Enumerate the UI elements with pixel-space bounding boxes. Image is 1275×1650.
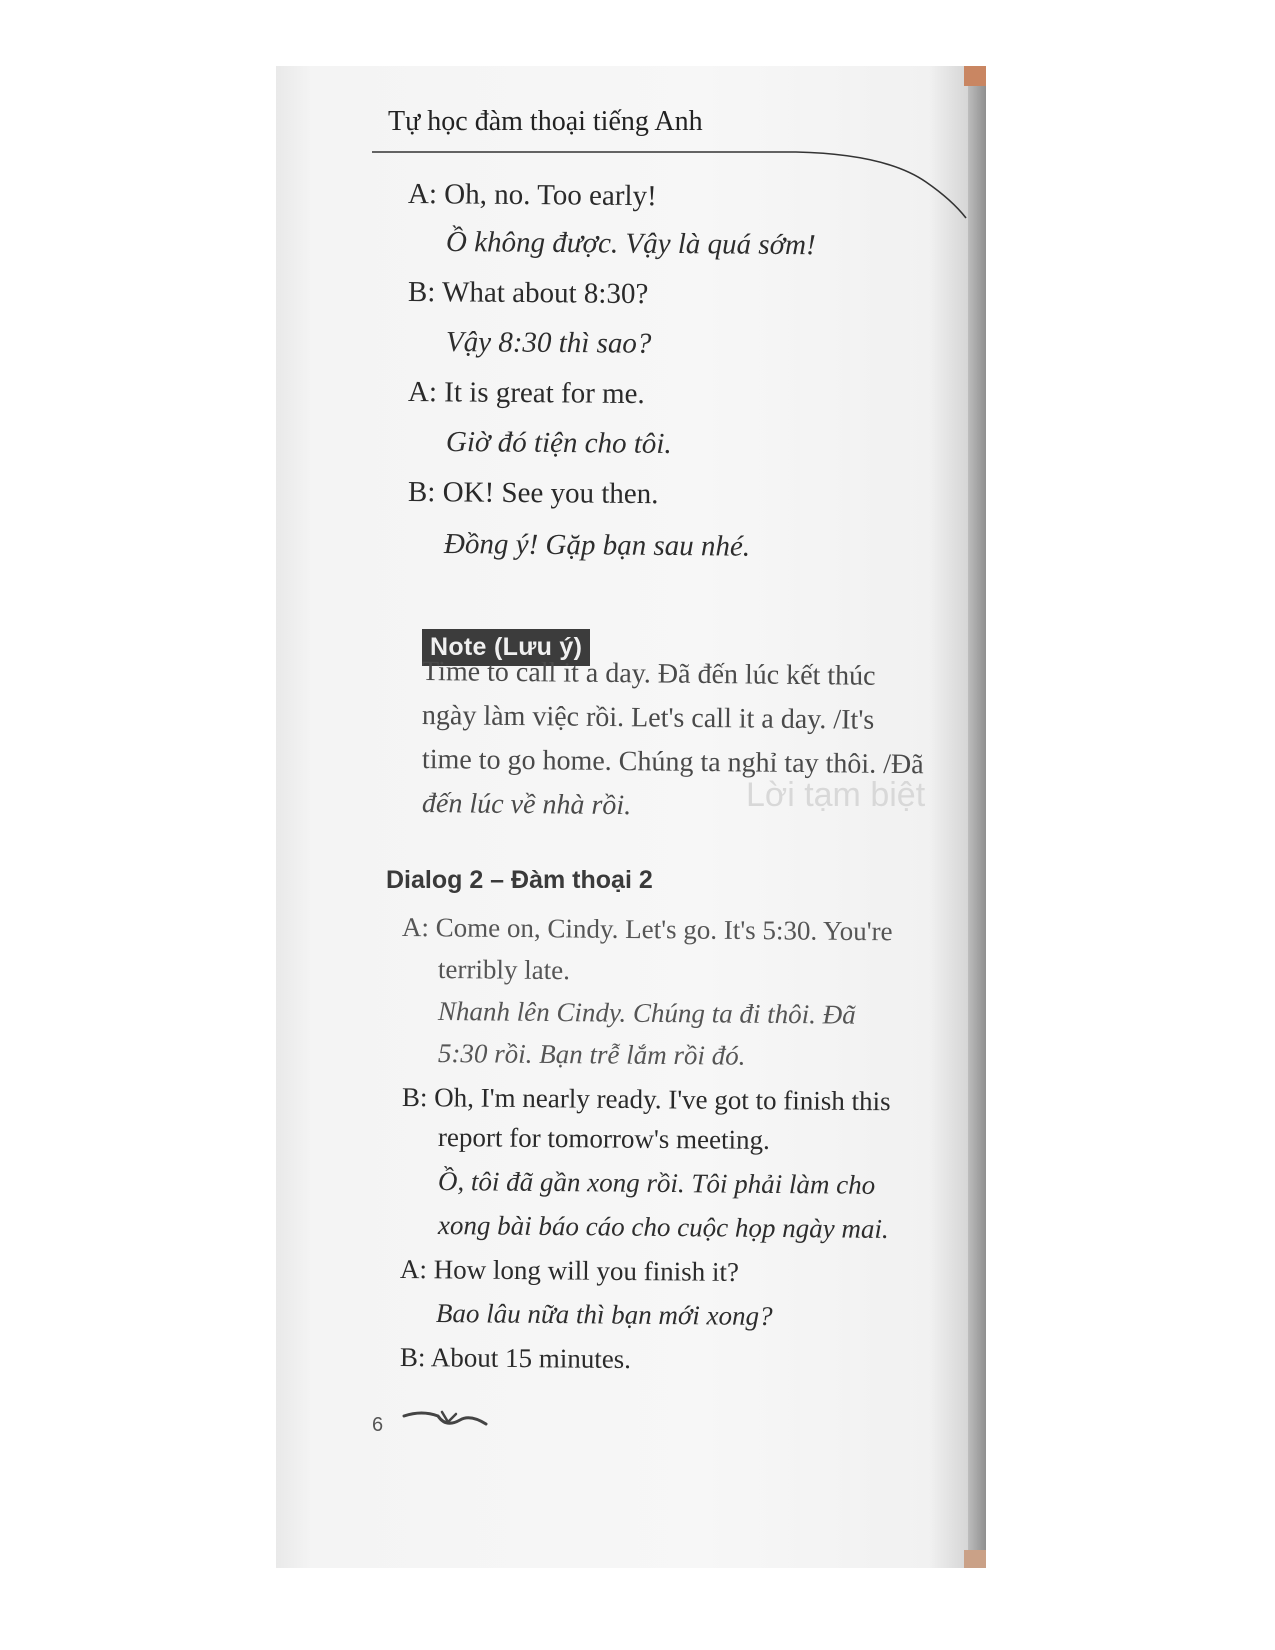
dialog-1-line-en: A: Oh, no. Too early! [407, 178, 657, 213]
note-line: đến lúc về nhà rồi. [421, 788, 632, 822]
dialog-2-line: A: How long will you finish it? [399, 1254, 740, 1287]
dialog-1-line-vi: Giờ đó tiện cho tôi. [445, 426, 672, 460]
dialog-2-line: 5:30 rồi. Bạn trễ lắm rồi đó. [437, 1038, 746, 1071]
note-line: time to go home. Chúng ta nghỉ tay thôi. /Đã [421, 744, 924, 781]
dialog-1-line-en: A: It is great for me. [407, 376, 645, 411]
page-edge [968, 66, 986, 1568]
show-through-text: Lời tạm biệt [746, 776, 926, 814]
page-header: Tự học đàm thoại tiếng Anh [388, 106, 703, 137]
dialog-1-line-vi: Đồng ý! Gặp bạn sau nhé. [443, 528, 751, 563]
dialog-2-line: Ồ, tôi đã gần xong rồi. Tôi phải làm cho [437, 1166, 876, 1200]
note-line: Time to call it a day. Đã đến lúc kết thúc [421, 656, 876, 692]
dialog-2-line: B: About 15 minutes. [399, 1342, 632, 1375]
page-number: 6 [372, 1414, 384, 1436]
dialog-1-line-en: B: What about 8:30? [407, 276, 649, 311]
dialog-1-line-vi: Vậy 8:30 thì sao? [445, 326, 652, 360]
dialog-2-line: Bao lâu nữa thì bạn mới xong? [435, 1298, 773, 1331]
dialog-1-line-vi: Ồ không được. Vậy là quá sớm! [445, 226, 816, 262]
dialog-1-line-en: B: OK! See you then. [407, 476, 659, 511]
dialog-2-line: report for tomorrow's meeting. [437, 1122, 770, 1155]
dialog-2-line: A: Come on, Cindy. Let's go. It's 5:30. You're [401, 912, 893, 947]
note-label: Note (Lưu ý) [422, 629, 590, 666]
dialog-2-line: xong bài báo cáo cho cuộc họp ngày mai. [437, 1210, 889, 1244]
dialog-2-line: B: Oh, I'm nearly ready. I've got to finish this [401, 1082, 891, 1117]
page-corner-bottom [964, 1550, 986, 1568]
book-page [276, 66, 986, 1568]
dialog-2-line: terribly late. [437, 954, 571, 986]
page-ornament-icon [402, 1406, 492, 1436]
dialog-2-line: Nhanh lên Cindy. Chúng ta đi thôi. Đã [437, 996, 856, 1030]
note-line: ngày làm việc rồi. Let's call it a day. /It's [421, 700, 875, 736]
section-heading: Dialog 2 – Đàm thoại 2 [386, 866, 653, 894]
